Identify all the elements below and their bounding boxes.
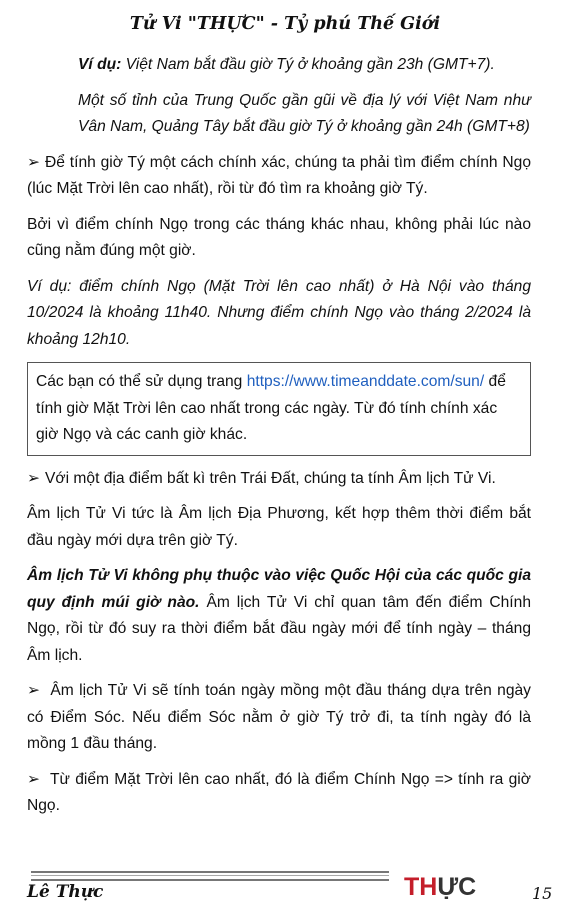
arrow-bullet-icon: ➢	[27, 153, 41, 171]
logo-part-dark: ỰC	[437, 873, 477, 901]
bullet-paragraph-2	[27, 466, 531, 493]
bullet-text-2: Với một địa điểm bất kì trên Trái Đất, chúng ta tính Âm lịch Tử Vi.	[45, 469, 496, 487]
bullet-text-3: Âm lịch Tử Vi sẽ tính toán ngày mồng một đầu tháng dựa trên ngày có Điểm Sóc. Nếu điểm Sóc nằm ở giờ Tý trở đi, ta tính ngày đó là mồng 1 đầu tháng.	[27, 682, 531, 752]
example-vietnam	[27, 52, 531, 79]
thuc-logo	[404, 873, 476, 901]
note-text-after: để tính giờ Mặt Trời lên cao nhất trong các ngày. Từ đó tính chính xác giờ Ngọ và các canh giờ khác.	[36, 373, 506, 443]
page-header-title: Tử Vi "THỰC" - Tỷ phú Thế Giới	[129, 14, 441, 34]
footer-divider	[31, 871, 389, 881]
arrow-bullet-icon: ➢	[27, 682, 41, 699]
note-box	[27, 362, 531, 456]
page-body	[27, 52, 531, 829]
example-hanoi: Ví dụ: điểm chính Ngọ (Mặt Trời lên cao nhất) ở Hà Nội vào tháng 10/2024 là khoảng 11h40. Nhưng điểm chính Ngọ vào tháng 2/2024 là khoảng 12h10.	[27, 277, 531, 348]
arrow-bullet-icon: ➢	[27, 469, 41, 487]
paragraph-3-text: Âm lịch Tử Vi chỉ quan tâm đến điểm Chính Ngọ, rồi từ đó suy ra thời điểm bắt đầu ngày mới để tính ngày – tháng Âm lịch.	[27, 593, 531, 664]
bullet-paragraph-4	[27, 767, 531, 820]
logo-part-red: TH	[404, 873, 438, 901]
timeanddate-link[interactable]: https://www.timeanddate.com/sun/	[246, 373, 485, 390]
bullet-paragraph-3	[27, 678, 531, 758]
note-text-before: Các bạn có thể sử dụng trang	[36, 373, 247, 390]
footer-author: Lê Thực	[27, 882, 104, 902]
bullet-text-1: Để tính giờ Tý một cách chính xác, chúng ta phải tìm điểm chính Ngọ (lúc Mặt Trời lên cao nhất), rồi từ đó tìm ra khoảng giờ Tý.	[27, 153, 531, 197]
page-number: 15	[532, 884, 553, 903]
example-china-note: Một số tỉnh của Trung Quốc gần gũi về địa lý với Việt Nam như Vân Nam, Quảng Tây bắt đầu giờ Tý ở khoảng gần 24h (GMT+8)	[78, 91, 531, 135]
bullet-paragraph-1	[27, 150, 531, 203]
paragraph-2: Âm lịch Tử Vi tức là Âm lịch Địa Phương, kết hợp thêm thời điểm bắt đầu ngày mới dựa trên giờ Tý.	[27, 505, 531, 549]
arrow-bullet-icon: ➢	[27, 770, 41, 788]
paragraph-3	[27, 563, 531, 669]
example-label: Ví dụ:	[78, 56, 122, 73]
paragraph-3-emphasis: Âm lịch Tử Vi không phụ thuộc vào việc Quốc Hội của các quốc gia quy định múi giờ nào.	[27, 567, 531, 611]
bullet-text-4: Từ điểm Mặt Trời lên cao nhất, đó là điểm Chính Ngọ => tính ra giờ Ngọ.	[27, 770, 531, 814]
paragraph-1: Bởi vì điểm chính Ngọ trong các tháng khác nhau, không phải lúc nào cũng nằm đúng một giờ.	[27, 215, 531, 259]
example-text: Việt Nam bắt đầu giờ Tý ở khoảng gần 23h (GMT+7).	[121, 56, 495, 73]
